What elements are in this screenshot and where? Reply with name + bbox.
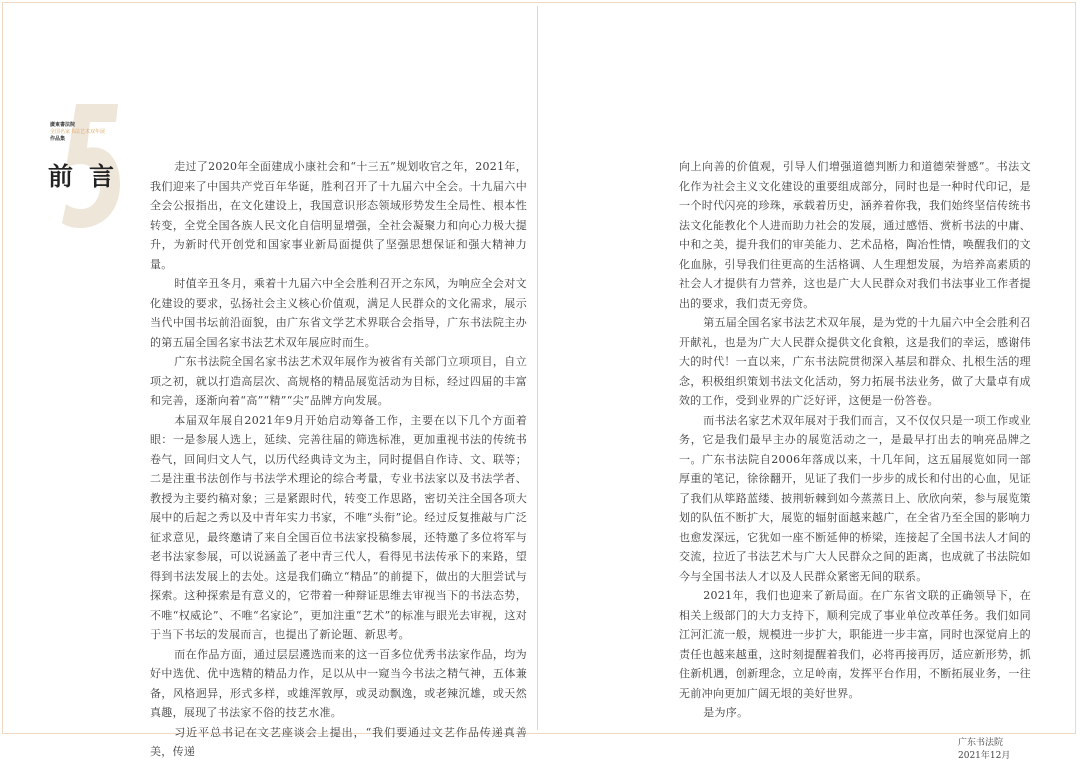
signature-org: 广东书法院	[958, 737, 1004, 748]
logo-line-org: 廣東書法院	[50, 122, 76, 128]
paragraph: 而书法名家艺术双年展对于我们而言，又不仅仅只是一项工作或业务，它是我们最早主办的展览活动之一，是最早打出去的响亮品牌之一。广东书法院自2006年落成以来，十几年间，这五届展览如同一部厚重的笔记，徐徐翻开，见证了我们一步步的成长和付出的心血，见证了我们从筚路蓝缕、披荆斩棘到如今蒸蒸日上、欣欣向荣，参与展览策划的队伍不断扩大，展览的辐射面越来越广，在全省乃至全国的影响力也愈发深远，它犹如一座不断延伸的桥梁，连接起了全国书法人才间的交流，拉近了书法艺术与广大人民群众之间的距离，也成就了书法院如今与全国书法人才以及人民群众紧密无间的联系。	[679, 413, 1031, 583]
right-body-text	[679, 157, 1031, 763]
page-spine-divider	[537, 6, 538, 730]
paragraph: 广东书法院全国名家书法艺术双年展作为被省有关部门立项项目，自立项之初，就以打造高层次、高规格的精品展览活动为目标，经过四届的丰富和完善，逐渐向着“高”“精”“尖”品牌方向发展。	[150, 355, 527, 407]
paragraph: 2021年，我们也迎来了新局面。在广东省文联的正确领导下，在相关上级部门的大力支持下，顺利完成了事业单位改革任务。我们如同江河汇流一般，规模进一步扩大，职能进一步丰富，同时也深觉肩上的责任也越来越重，这时刻提醒着我们，必将再接再厉，适应新形势，抓住新机遇，创新理念，立足岭南，发挥平台作用，不断拓展业务，一往无前冲向更加广阔无垠的美好世界。	[679, 589, 1031, 700]
paragraph: 向上向善的价值观，引导人们增强道德判断力和道德荣誉感”。书法文化作为社会主义文化建设的重要组成部分，同时也是一种时代印记，是一个时代闪亮的珍珠，承载着历史，涵养着你我，我们始终坚信传统书法文化能教化个人进而助力社会的发展，通过感悟、赏析书法的中庸、中和之美，提升我们的审美能力、艺术品格，陶冶性情，唤醒我们的文化血脉，引导我们往更高的生活格调、人生理想发展，为培养高素质的社会人才提供有力营养，这也是广大人民群众对我们书法事业工作者提出的要求，我们责无旁贷。	[679, 160, 1031, 310]
paragraph: 走过了2020年全面建成小康社会和“十三五”规划收官之年，2021年，我们迎来了中国共产党百年华诞，胜利召开了十九届六中全会。十九届六中全会公报指出，在文化建设上，我国意识形态领域形势发生全局性、根本性转变，全党全国各族人民文化自信明显增强，全社会凝聚力和向心力极大提升，为新时代开创党和国家事业新局面提供了坚强思想保证和强大精神力量。	[150, 160, 527, 271]
paragraph: 而在作品方面，通过层层遴选而来的这一百多位优秀书法家作品，均为好中选优、优中选精的精品力作，足以从中一窥当今书法之精气神，五体兼备，风格迥异，形式多样，或雄浑敦厚，或灵动飘逸，或老辣沉雄，或天然真趣，展现了书法家不俗的技艺水准。	[150, 647, 527, 719]
logo-line-exhibition: 全国名家书法艺术双年展	[50, 129, 106, 135]
signature-date: 2021年12月	[958, 750, 1011, 761]
paragraph: 本届双年展自2021年9月开始启动筹备工作，主要在以下几个方面着眼：一是参展人选上，延续、完善往届的筛选标准，更加重视书法的传统书卷气，回间归文人气，以历代经典诗文为主，同时提倡自作诗、文、联等；二是注重书法创作与书法学术理论的综合考量，专业书法家以及书法学者、教授为主要约稿对象；三是紧跟时代，转变工作思路，密切关注全国各项大展中的后起之秀以及中青年实力书家，不唯“头衔”论。经过反复推敲与广泛征求意见，最终邀请了来自全国百位书法家投稿参展，还特邀了多位将军与老书法家参展，可以说涵盖了老中青三代人，看得见书法传承下的来路，望得到书法发展上的去处。这是我们确立“精品”的前提下，做出的大胆尝试与探索。这种探索是有意义的，它带着一种辩证思维去审视当下的书法态势，不唯“权威论”、不唯“名家论”，更加注重“艺术”的标准与眼光去审视，这对于当下书坛的发展而言，也提出了新论题、新思考。	[150, 413, 527, 641]
signature	[679, 737, 1031, 763]
paragraph: 习近平总书记在文艺座谈会上提出，“我们要通过文艺作品传递真善美，传递	[150, 725, 527, 758]
paragraph: 第五届全国名家书法艺术双年展，是为党的十九届六中全会胜利召开献礼，也是为广大人民群众提供文化食粮，这是我们的幸运，感谢伟大的时代！一直以来，广东书法院贯彻深入基层和群众、扎根生活的理念，积极组织策划书法文化活动，努力拓展书法业务，做了大量卓有成效的工作，受到业界的广泛好评，这便是一份答卷。	[679, 316, 1031, 407]
left-body-text	[150, 157, 527, 762]
paragraph: 是为序。	[703, 706, 749, 719]
logo-line-collection: 作品集	[50, 136, 66, 142]
page-title: 前言	[48, 162, 131, 191]
paragraph: 时值辛丑冬月，乘着十九届六中全会胜利召开之东风，为响应全会对文化建设的要求，弘扬社会主义核心价值观，满足人民群众的文化需求，展示当代中国书坛前沿面貌，由广东省文学艺术界联合会指导，广东书法院主办的第五届全国名家书法艺术双年展应时而生。	[150, 277, 527, 349]
book-logo	[50, 122, 105, 143]
